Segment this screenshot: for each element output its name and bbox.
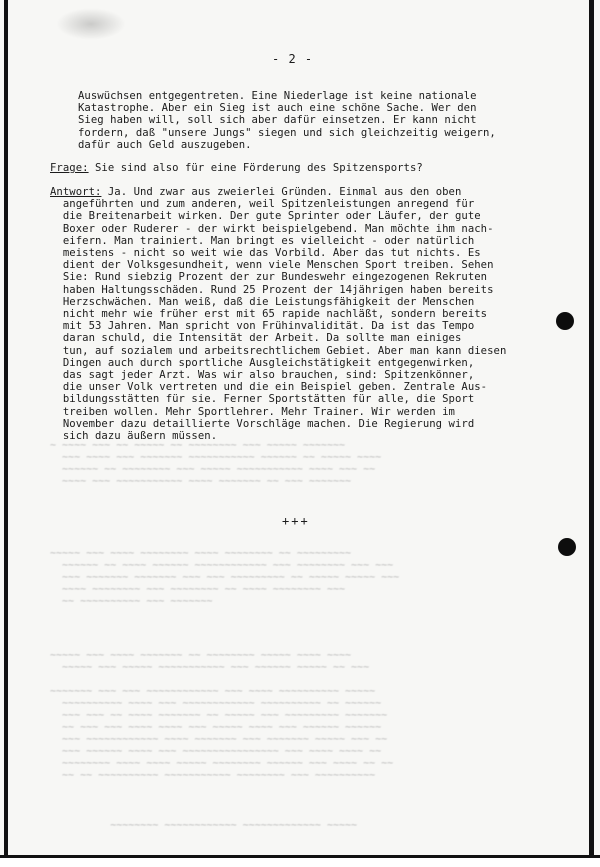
punch-hole-lower [558, 538, 576, 556]
show-through-block: ~ ~~~~ ~~~ ~~ ~~~~~ ~~ ~~~~~~~~ ~~~ ~~~~~ ~~~~~~~ ~~~ ~~~~ ~~~ ~~~~~~~ ~~~~~~~~~~~ ~~~~~~ ~~ ~~~~~ ~~~~ ~~~~~~ ~~ ~~~~~~~~ ~~~ ~~~~~ ~~~~~~~~~~~ ~~~~ ~~~ ~~ ~~~~ ~~~ ~~~~~~~~~~~ ~~~~ ~~~~~~~ ~~ ~~~ ~~~~~~~ [50, 440, 382, 487]
scan-border-left [4, 0, 8, 864]
line: eifern. Man trainiert. Man bringt es vielleicht - oder natürlich [50, 234, 475, 247]
scan-border-bottom [0, 855, 600, 867]
question-label: Frage: [50, 162, 89, 174]
line: Dingen auch durch sportliche Ausgleichstätigkeit entgegenwirken, [50, 356, 475, 369]
line: Sieg haben will, soll sich aber dafür einsetzen. Er kann nicht [78, 114, 477, 127]
line: Auswüchsen entgegentreten. Eine Niederlage ist keine nationale [78, 90, 477, 102]
line: November dazu detaillierte Vorschläge machen. Die Regierung wird [50, 417, 475, 430]
question-paragraph [50, 162, 423, 174]
line: angeführten und zum anderen, weil Spitzenleistungen anregend für [50, 198, 475, 211]
line: dafür auch Geld auszugeben. [78, 138, 252, 151]
line: daran schuld, die Intensität der Arbeit. Da sollte man einiges [50, 332, 462, 345]
line: nicht mehr wie früher erst mit 65 rapide nachläßt, sondern bereits [50, 308, 488, 321]
line: mit 53 Jahren. Man spricht von Frühinvalidität. Da ist das Tempo [50, 320, 475, 333]
show-through-block: ~~~~~ ~~~ ~~~~ ~~~~~~~ ~~ ~~~~~~~~ ~~~~~ ~~~~ ~~~~ ~~~~~ ~~~ ~~~~~ ~~~~~~~~~~~ ~~~ ~~~~~~ ~~~~~ ~~ ~~~ [50, 650, 370, 673]
answer-paragraph [50, 186, 506, 442]
show-through-block: ~~~~~~~~ ~~~~~~~~~~~~ ~~~~~~~~~~~~~ ~~~~~ [50, 820, 358, 831]
line: fordern, daß "unsere Jungs" siegen und sich gleichzeitig weigern, [78, 126, 496, 139]
line: dient der Volksgesundheit, wenn viele Menschen Sport treiben. Sehen [50, 259, 494, 272]
line: tun, auf sozialem und arbeitsrechtlichem Gebiet. Aber man kann diesen [50, 344, 507, 357]
answer-label: Antwort: [50, 186, 102, 198]
line: haben Haltungsschäden. Rund 25 Prozent der 14jährigen haben bereits [50, 283, 494, 296]
line: meistens - nicht so weit wie das Vorbild. Aber das tut nichts. Es [50, 247, 481, 260]
paragraph-intro [78, 90, 496, 151]
line: Boxer oder Ruderer - der wirkt beispielgebend. Man möchte ihm nach- [50, 222, 494, 235]
line: bildungsstätten für sie. Ferner Sportstätten für alle, die Sport [50, 393, 475, 406]
line: Ja. Und zwar aus zweierlei Gründen. Einmal aus den oben [101, 186, 462, 198]
punch-hole-upper [556, 312, 574, 330]
line: Sie: Rund siebzig Prozent der zur Bundeswehr eingezogenen Rekruten [50, 271, 488, 284]
line: Herzschwächen. Man weiß, daß die Leistungsfähigkeit der Menschen [50, 295, 475, 308]
line: die unser Volk vertreten und die ein Beispiel geben. Zentrale Aus- [50, 381, 488, 394]
line: Sie sind also für eine Förderung des Spitzensports? [88, 162, 423, 174]
page-number: - 2 - [272, 52, 314, 66]
show-through-block: ~~~~~~~ ~~~ ~~~ ~~~~~~~~~~~~ ~~~ ~~~~ ~~~~~~~~~~ ~~~~~ ~~~~~~~~~~ ~~~~ ~~~ ~~~~~~~~~~~~ ~~~~~~~~~~ ~~ ~~~~~~ ~~~ ~~~ ~~ ~~~~ ~~~~~~~ ~~ ~~~~~ ~~~ ~~~~~~~~~ ~~~~~~~ ~~ ~~~ ~~~ ~~~~ ~~~~ ~~~ ~~~~~ ~~~~ ~~~ ~~~~~~ ~~~~~~ ~~~ ~~~~~~~~~~~~ ~~~~ ~~~~~~~ ~~~ ~~~~~~~ ~~~~~ ~~~ ~~ ~~~ ~~~~~~ ~~~~ ~~~ ~~~~~~~~~~~~~~~~ ~~~ ~~~~ ~~~~ ~~ ~~~~~~~~ ~~~~ ~~~~ ~~~~~ ~~~~~~~~ ~~~~~~ ~~~ ~~~~ ~~ ~~ ~~ ~~ ~~~~~~~~~~ ~~~~~~~~~~~ ~~~~~~~~ ~~~ ~~~~~~~~~~ [50, 686, 394, 781]
show-through-block: ~~~~~ ~~~ ~~~~ ~~~~~~~~ ~~~~ ~~~~~~~~ ~~ ~~~~~~~~~ ~~~~~~ ~~ ~~~~ ~~~~~~ ~~~~~~~~~~~~ ~~~ ~~~~~~~~ ~~~ ~~~ ~~~ ~~~~~~~ ~~~~~~~ ~~~ ~~~ ~~~~~~~~~ ~~ ~~~~~ ~~~~~ ~~~ ~~~~ ~~~~~~~~ ~~~ ~~~~~~~~ ~~ ~~~~ ~~~~~~~~ ~~~ ~~ ~~~~~~~~~~ ~~~ ~~~~~~~ [50, 548, 400, 607]
line: Katastrophe. Aber ein Sieg ist auch eine schöne Sache. Wer den [78, 102, 477, 115]
line: die Breitenarbeit wirken. Der gute Sprinter oder Läufer, der gute [50, 210, 481, 223]
section-separator: +++ [282, 514, 310, 528]
line: sich dazu äußern müssen. [50, 430, 218, 443]
scan-border-right [589, 0, 594, 864]
line: das sagt jeder Arzt. Was wir also brauchen, sind: Spitzenkönner, [50, 369, 475, 382]
line: treiben wollen. Mehr Sportlehrer. Mehr Trainer. Wir werden im [50, 405, 455, 418]
ink-smudge [56, 8, 126, 40]
